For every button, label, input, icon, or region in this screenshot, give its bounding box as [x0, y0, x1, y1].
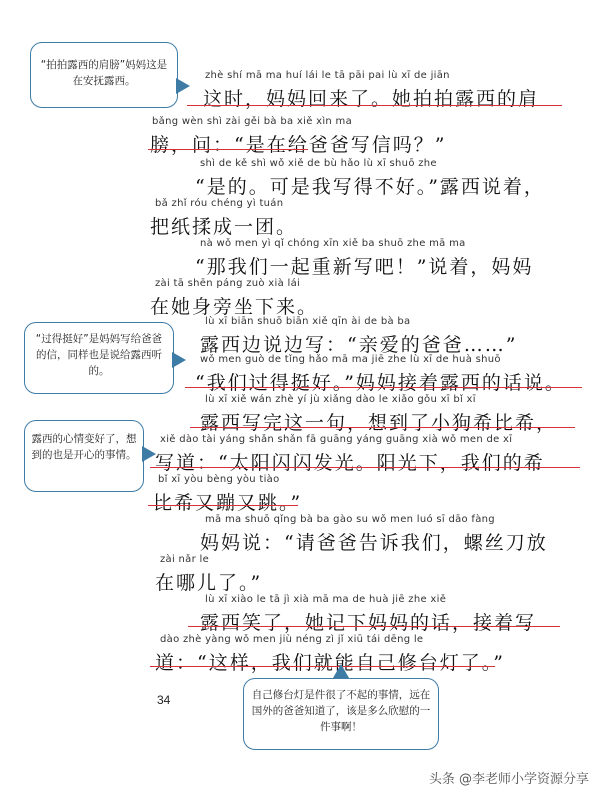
pinyin-row: lù xī xiào le tā jì xià mā ma de huà jiē zhe xiě: [205, 594, 447, 605]
pinyin-row: mā ma shuō qǐng bà ba gào su wǒ men luó sī dāo fàng: [205, 514, 495, 525]
hanzi-row: 露西笑了，她记下妈妈的话，接着写: [200, 612, 537, 634]
pinyin-row: zài tā shēn páng zuò xià lái: [155, 278, 301, 289]
hanzi-row: 在哪儿了。”: [155, 572, 263, 594]
pinyin-row: nà wǒ men yì qǐ chóng xīn xiě ba shuō zhe mā ma: [200, 238, 466, 249]
red-underline: [187, 105, 562, 106]
text-line-13: [0, 554, 597, 594]
pinyin-row: zhè shí mā ma huí lái le tā pāi pai lù xī de jiān: [205, 70, 450, 81]
hanzi-row: “我们过得挺好。”妈妈接着露西的话说。: [195, 372, 566, 394]
text-line-12: [0, 514, 597, 554]
pinyin-row: bǐ xī yòu bèng yòu tiào: [158, 474, 280, 485]
hanzi-row: 膀，问：“是在给爸爸写信吗？”: [150, 134, 447, 156]
pinyin-row: lù xī biān shuō biān xiě qīn ài de bà ba: [205, 316, 411, 327]
pinyin-row: bǎng wèn shì zài gěi bà ba xiě xìn ma: [152, 116, 353, 127]
text-line-5: [0, 238, 597, 278]
pinyin-row: xiě dào tài yáng shǎn shǎn fā guāng yáng guāng xià wǒ men de xī: [160, 434, 513, 445]
annotation-bubble-1: “拍拍露西的肩膀”妈妈这是在安抚露西。: [30, 42, 178, 108]
bubble-tail: [333, 664, 349, 678]
bubble-tail: [176, 78, 190, 94]
hanzi-row: “那我们一起重新写吧！”说着，妈妈: [195, 256, 534, 278]
watermark: 头条 @李老师小学资源分享: [428, 772, 589, 787]
bubble-tail: [142, 446, 156, 462]
hanzi-row: 比希又蹦又跳。”: [153, 492, 303, 514]
bubble-tail: [172, 352, 186, 368]
annotation-bubble-2: “过得挺好”是妈妈写给爸爸的信，同样也是说给露西听的。: [24, 322, 174, 394]
pinyin-row: dào zhè yàng wǒ men jiù néng zì jǐ xiū tái dēng le: [160, 634, 424, 645]
page-number: 34: [157, 693, 171, 707]
hanzi-row: “是的。可是我写得不好。”露西说着，: [195, 176, 545, 198]
red-underline: [148, 149, 308, 150]
pinyin-row: shì de kě shì wǒ xiě de bù hǎo lù xī shuō zhe: [200, 158, 437, 169]
annotation-bubble-4: 自己修台灯是件很了不起的事情，远在国外的爸爸知道了，该是多么欣慰的一件事啊！: [243, 678, 439, 750]
text-line-14: [0, 594, 597, 634]
text-line-4: [0, 198, 597, 238]
pinyin-row: wǒ men guò de tǐng hǎo mā ma jiē zhe lù xī de huà shuō: [200, 354, 501, 365]
red-underline: [188, 626, 560, 627]
hanzi-row: 露西写完这一句，想到了小狗希比希，: [200, 412, 558, 434]
red-underline: [150, 467, 580, 468]
text-line-2: [0, 116, 597, 156]
red-underline: [148, 505, 298, 506]
pinyin-row: bǎ zhǐ róu chéng yì tuán: [155, 198, 284, 209]
red-underline: [185, 387, 582, 388]
hanzi-row: 这时，妈妈回来了。她拍拍露西的肩: [203, 88, 540, 110]
hanzi-row: 把纸揉成一团。: [150, 216, 298, 238]
pinyin-row: lù xī xiě wán zhè yí jù xiǎng dào le xiǎo gǒu xī bǐ xī: [205, 394, 476, 405]
pinyin-row: zài nǎr le: [160, 554, 210, 565]
text-line-3: [0, 158, 597, 198]
annotation-bubble-3: 露西的心情变好了，想到的也是开心的事情。: [24, 420, 144, 492]
text-line-15: [0, 634, 597, 674]
hanzi-row: 道：“这样，我们就能自己修台灯了。”: [155, 652, 505, 674]
hanzi-row: 妈妈说：“请爸爸告诉我们，螺丝刀放: [200, 532, 548, 554]
hanzi-row: 写道：“太阳闪闪发光。阳光下，我们的希: [155, 452, 545, 474]
text-line-6: [0, 278, 597, 318]
red-underline: [190, 427, 575, 428]
red-underline: [150, 666, 495, 667]
hanzi-row: 露西边说边写：“亲爱的爸爸……”: [200, 334, 518, 356]
hanzi-row: 在她身旁坐下来。: [150, 296, 319, 318]
